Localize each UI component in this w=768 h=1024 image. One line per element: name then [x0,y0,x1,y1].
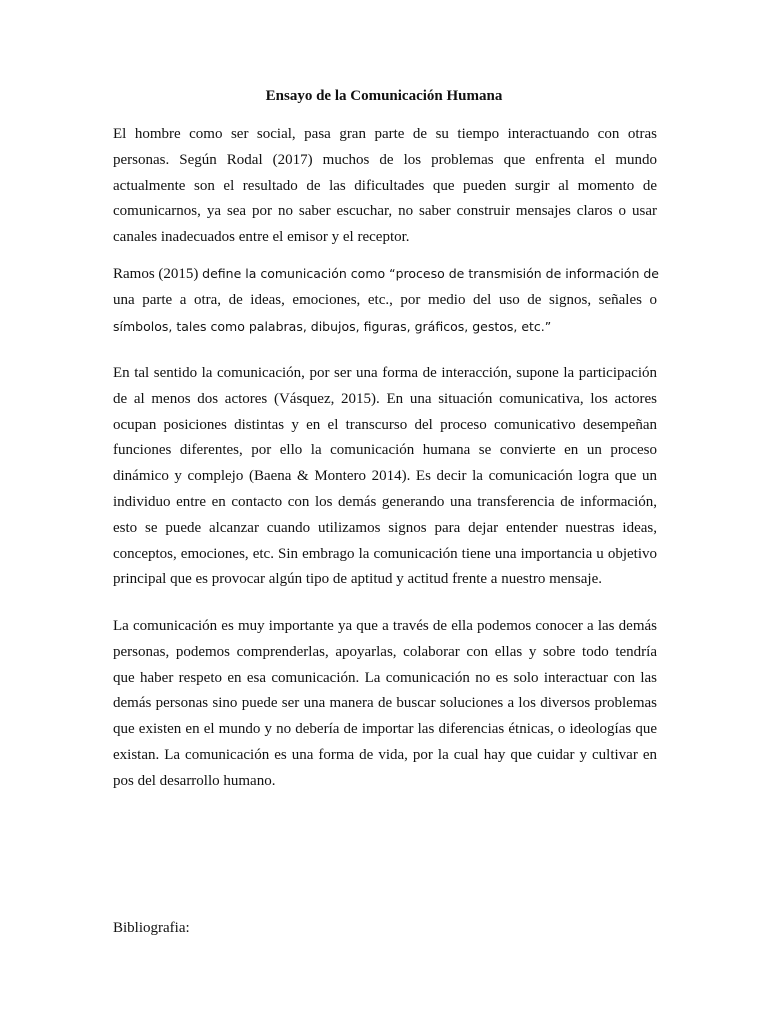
text-line: existan. La comunicación es una forma de vida, por la cual hay que cuidar y cultivar en [113,746,657,763]
text-line: pos del desarrollo humano. [113,772,276,789]
text-line: dinámico y complejo (Baena & Montero 2014). Es decir la comunicación logra que un [113,468,657,485]
text-line: de al menos dos actores (Vásquez, 2015). En una situación comunicativa, los actores [113,390,657,407]
text-line [113,261,657,288]
text-line: que existen en el mundo y no debería de importar las diferencias étnicas, o ideologías que [113,721,657,738]
text-line: personas, podemos comprenderlas, apoyarlas, colaborar con ellas y sobre todo tendría [113,643,657,660]
text-line: conceptos, emociones, etc. Sin embrago la comunicación tiene una importancia u objetivo [113,545,657,562]
paragraph-intro [113,122,657,251]
text-line: funciones diferentes, por ello la comunicación humana se convierte en un proceso [113,442,657,459]
text-line: La comunicación es muy importante ya que a través de ella podemos conocer a las demás [113,618,657,634]
citation-text: Ramos (2015) [113,266,203,282]
text-line: ocupan posiciones distintas y en el transcurso del proceso comunicativo desempeñan [113,416,657,433]
text-line: En tal sentido la comunicación, por ser una forma de interacción, supone la participación [113,365,657,381]
text-line: demás personas sino puede ser una manera de buscar soluciones a los diversos problemas [113,695,657,712]
text-line: individuo entre en contacto con los demás generando una transferencia de información, [113,493,657,510]
text-line: personas. Según Rodal (2017) muchos de los problemas que enfrenta el mundo [113,151,657,168]
bibliography-heading: Bibliografia: [113,920,190,936]
text-line: actualmente son el resultado de las dificultades que pueden surgir al momento de [113,177,657,194]
text-line: que haber respeto en esa comunicación. La comunicación no es solo interactuar con las [113,669,657,686]
text-line: esto se puede alcanzar cuando utilizamos signos para dejar entender nuestras ideas, [113,519,657,536]
text-line: símbolos, tales como palabras, dibujos, figuras, gráficos, gestos, etc.” [113,318,552,334]
text-line: canales inadecuados entre el emisor y el receptor. [113,229,410,246]
quote-text: define la comunicación como “proceso de transmisión de información de [202,266,659,281]
paragraph-importance [113,614,657,795]
text-line: una parte a otra, de ideas, emociones, etc., por medio del uso de signos, señales o [113,291,657,308]
paragraph-definition [113,261,657,339]
text-line: El hombre como ser social, pasa gran parte de su tiempo interactuando con otras [113,126,657,142]
document-title: Ensayo de la Comunicación Humana [265,88,503,104]
paragraph-interaction [113,361,657,593]
text-line: comunicarnos, ya sea por no saber escuchar, no saber construir mensajes claros o usar [113,203,657,220]
text-line: principal que es provocar algún tipo de aptitud y actitud frente a nuestro mensaje. [113,571,603,588]
